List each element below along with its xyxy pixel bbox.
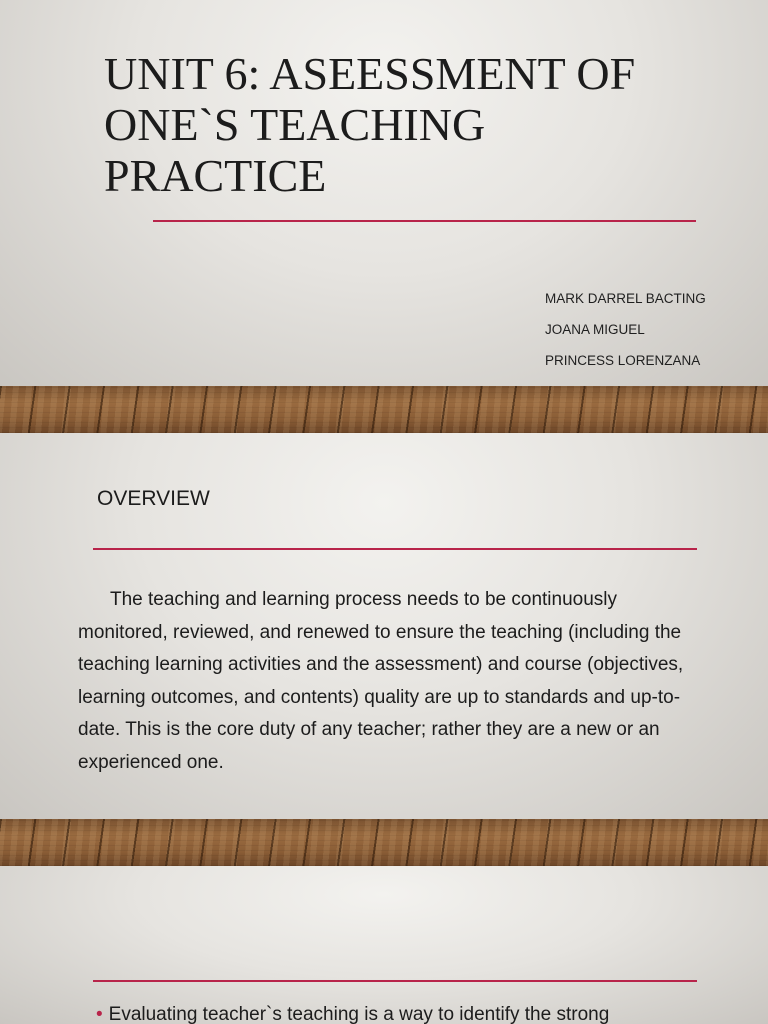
bullet-item: [96, 1004, 609, 1024]
slide-3: [0, 866, 768, 1024]
bullet-text: Evaluating teacher`s teaching is a way to identify the strong: [108, 1004, 610, 1024]
title-divider: [153, 220, 696, 222]
author-1: MARK DARREL BACTING: [545, 291, 706, 306]
slide-1: [0, 0, 768, 388]
title-line-2: ONE`S TEACHING: [104, 99, 486, 150]
overview-heading: OVERVIEW: [97, 487, 210, 510]
title-line-3: PRACTICE: [104, 150, 327, 201]
title-line-1: UNIT 6: ASEESSMENT OF: [104, 48, 636, 99]
overview-divider: [93, 548, 697, 550]
overview-paragraph: The teaching and learning process needs to be continuously monitored, reviewed, and renewed to ensure the teaching (including the teaching learning activities and the assessment) and course (objectives, learning outcomes, and contents) quality are up to standards and up-to-date. This is the core duty of any teacher; rather they are a new or an experienced one.: [78, 589, 684, 773]
wood-floor-strip-2: [0, 819, 768, 866]
slide-2: [0, 433, 768, 819]
bullet-dot-icon: •: [96, 1004, 103, 1024]
author-3: PRINCESS LORENZANA: [545, 353, 701, 368]
slide3-divider: [93, 980, 697, 982]
author-2: JOANA MIGUEL: [545, 322, 645, 337]
wood-floor-strip-1: [0, 386, 768, 433]
slide-title: [104, 48, 635, 201]
